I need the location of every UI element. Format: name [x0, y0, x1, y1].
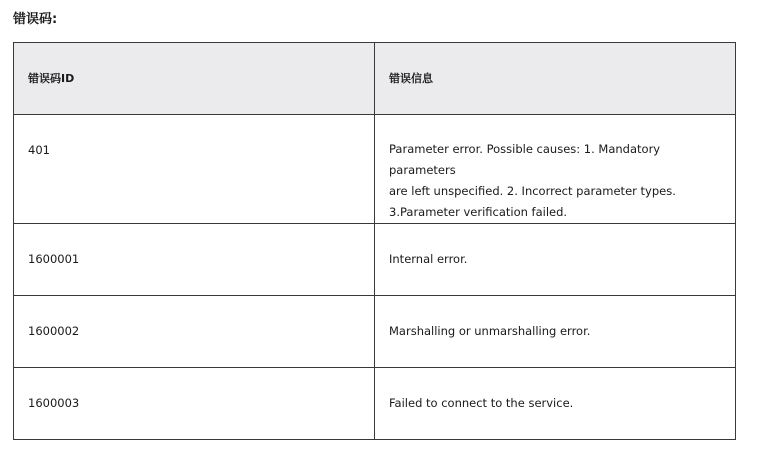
- table-body: [14, 115, 736, 440]
- table-header: [14, 43, 736, 115]
- table-row: [14, 368, 736, 440]
- table-header-row: [14, 43, 736, 115]
- error-code-cell: 1600002: [14, 296, 375, 368]
- error-code-cell: 1600003: [14, 368, 375, 440]
- error-code-cell: 401: [14, 115, 375, 224]
- header-error-message: 错误信息: [375, 43, 736, 115]
- error-message-cell: Internal error.: [375, 224, 736, 296]
- error-message-cell: Marshalling or unmarshalling error.: [375, 296, 736, 368]
- error-message-cell: [375, 115, 736, 224]
- error-message-line: 3.Parameter verification failed.: [389, 205, 568, 219]
- table-row: [14, 296, 736, 368]
- error-code-table: [13, 42, 736, 440]
- error-code-cell: 1600001: [14, 224, 375, 296]
- header-error-code-id: 错误码ID: [14, 43, 375, 115]
- table-row: [14, 115, 736, 224]
- error-message-line: are left unspecified. 2. Incorrect parameter types.: [389, 184, 676, 198]
- error-message-cell: Failed to connect to the service.: [375, 368, 736, 440]
- section-heading: 错误码:: [13, 12, 58, 27]
- table-row: [14, 224, 736, 296]
- error-message-line: Parameter error. Possible causes: 1. Mandatory parameters: [389, 142, 661, 177]
